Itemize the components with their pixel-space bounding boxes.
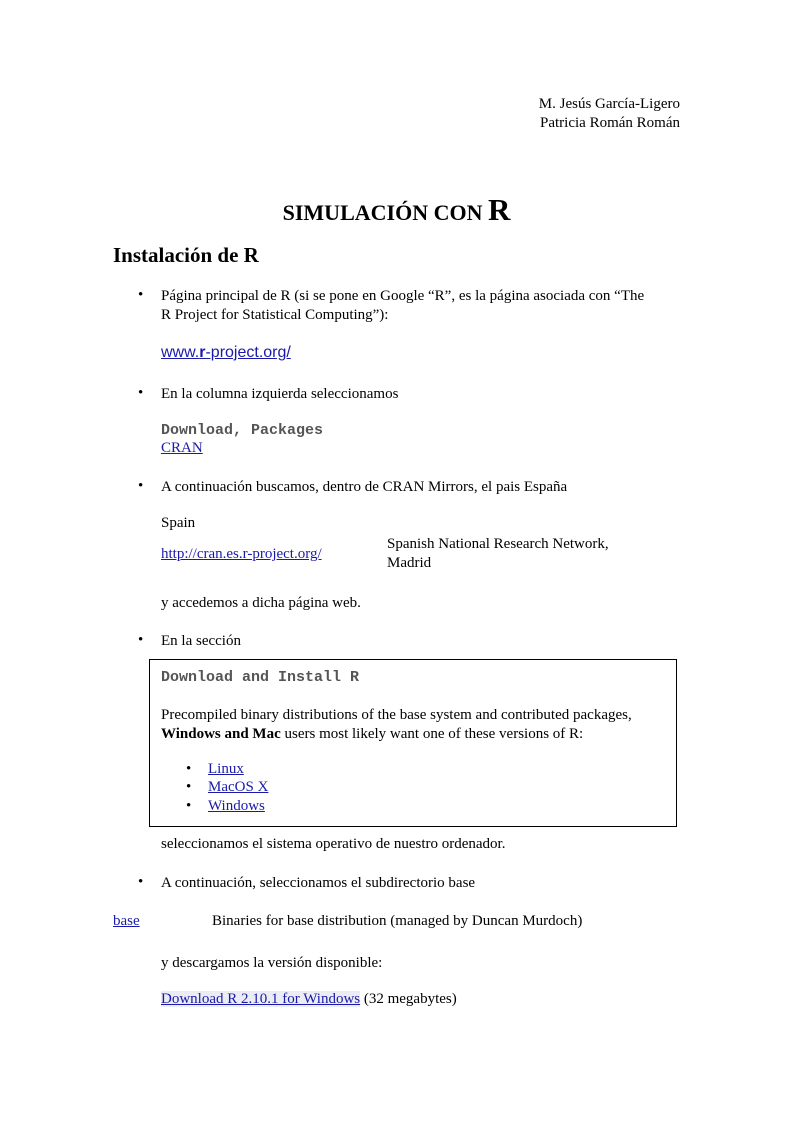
item1-text [161,287,691,325]
mirror-desc-1: Spanish National Research Network, [387,536,609,552]
item1-line1: Página principal de R (si se pone en Google “R”, es la página asociada con “The [161,288,645,304]
item2-text: En la columna izquierda seleccionamos [161,386,399,402]
box-line-2-bold: Windows and Mac [161,726,281,742]
item3-after: y accedemos a dicha página web. [161,595,361,611]
country-label: Spain [161,515,196,531]
author-2: Patricia Román Román [540,115,680,131]
link-bold: r [199,344,206,361]
mirror-desc-2: Madrid [387,555,432,571]
box-description [161,706,673,744]
bullet-1: • [138,287,144,303]
box-line-2-rest: users most likely want one of these versions of R: [280,726,584,742]
author-1: M. Jesús García-Ligero [538,96,680,112]
item1-line2: R Project for Statistical Computing”): [161,307,389,323]
base-description: Binaries for base distribution (managed by Duncan Murdoch) [212,913,583,929]
bullet-2: • [138,385,144,401]
box-line-1: Precompiled binary distributions of the base system and contributed packages, [161,707,632,723]
item4-after: seleccionamos el sistema operativo de nuestro ordenador. [161,836,506,852]
mirror-description [387,535,609,573]
title-letter: R [487,192,511,227]
cran-link[interactable]: CRAN [161,440,203,456]
item4-text: En la sección [161,633,241,649]
download-line [161,990,457,1009]
base-link[interactable]: base [113,913,140,929]
authors [539,95,680,133]
download-packages-label: Download, Packages [161,422,324,439]
os-link-macos[interactable]: MacOS X [208,779,269,795]
item5-text: A continuación, seleccionamos el subdirectorio base [161,875,476,891]
os-bullet-3: • [186,798,192,814]
bullet-4: • [138,632,144,648]
bullet-3: • [138,478,144,494]
r-project-link[interactable] [161,343,291,363]
os-link-windows[interactable]: Windows [208,798,265,814]
cran-mirror-link[interactable]: http://cran.es.r-project.org/ [161,546,322,562]
download-r-link[interactable]: Download R 2.10.1 for Windows [161,991,361,1007]
os-link-linux[interactable]: Linux [208,761,244,777]
item5-after: y descargamos la versión disponible: [161,955,383,971]
download-size: (32 megabytes) [360,991,457,1007]
link-prefix: www. [161,344,200,361]
link-suffix: -project.org/ [205,344,291,361]
section-heading: Instalación de R [113,243,259,267]
item3-text: A continuación buscamos, dentro de CRAN Mirrors, el pais España [161,479,568,495]
bullet-5: • [138,874,144,890]
box-line-2 [161,725,673,744]
os-bullet-1: • [186,761,192,777]
os-bullet-2: • [186,779,192,795]
box-heading: Download and Install R [161,669,360,686]
title-main: SIMULACIÓN CON [282,200,488,225]
page-title [0,192,793,228]
